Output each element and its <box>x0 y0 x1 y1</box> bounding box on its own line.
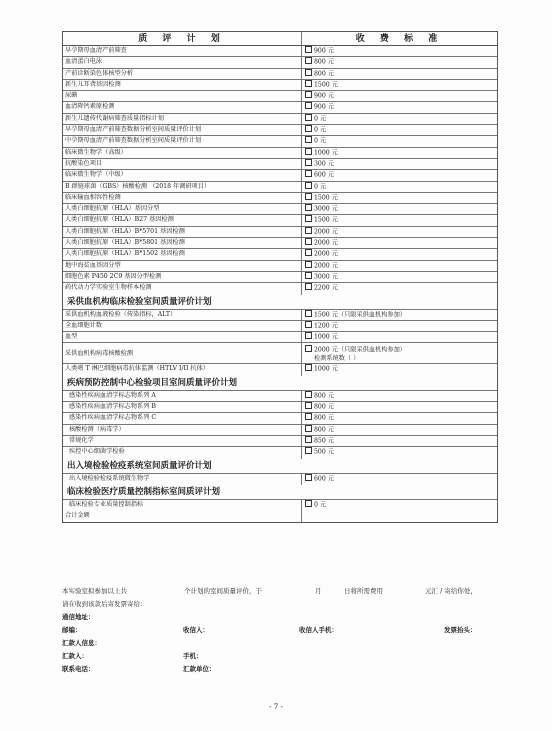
fee-cell <box>302 402 497 412</box>
fee-text: 900 元 <box>314 103 334 111</box>
table-row <box>63 80 497 91</box>
fee-cell <box>302 159 497 169</box>
fee-text: 1500 元 <box>314 81 338 89</box>
fee-cell <box>302 125 497 135</box>
invoice-title-label: 发票抬头： <box>444 626 477 634</box>
checkbox[interactable] <box>305 447 312 454</box>
table-row <box>63 69 497 80</box>
plan-name: 人类白细胞抗原（HLA）基因分型 <box>63 204 302 214</box>
footer-text: 请在收到该款后寄发票寄给： <box>62 600 147 608</box>
plan-name: 核酸检测（病毒学） <box>63 425 302 435</box>
plan-name: 尿碘 <box>63 91 302 101</box>
fee-cell <box>302 391 497 401</box>
fee-cell <box>302 310 497 320</box>
plan-name: 血清蛋白电泳 <box>63 57 302 67</box>
checkbox[interactable] <box>305 364 312 371</box>
checkbox[interactable] <box>305 136 312 143</box>
checkbox[interactable] <box>305 436 312 443</box>
fee-text: 2000 元 <box>314 250 338 258</box>
fee-cell <box>302 91 497 101</box>
table-row <box>63 391 497 402</box>
plan-name: 血清降钙素原检测 <box>63 102 302 112</box>
fee-text: 1000 元 <box>314 333 338 341</box>
checkbox[interactable] <box>305 500 312 507</box>
fee-cell <box>302 249 497 259</box>
plan-name: 临床微生物学（中级） <box>63 170 302 180</box>
checkbox[interactable] <box>305 238 312 245</box>
checkbox[interactable] <box>305 114 312 121</box>
plan-name: 人类嗜 T 淋巴细胞病毒抗体监测（HTLV I/II 抗体） <box>63 364 302 375</box>
plan-name: 地中海贫血基因分型 <box>63 261 302 271</box>
table-row <box>63 125 497 136</box>
fee-cell <box>302 332 497 342</box>
fee-text: 1200 元 <box>314 322 338 330</box>
checkbox[interactable] <box>305 148 312 155</box>
fee-text: 850 元 <box>314 437 334 445</box>
fee-text: 2000 元（只限采供血机构参加） <box>314 346 406 354</box>
table-row <box>63 102 497 113</box>
remitter-label: 汇款人： <box>62 652 88 660</box>
checkbox[interactable] <box>305 345 312 352</box>
footer-text: 日将所需费用 <box>344 587 383 595</box>
fee-text: 800 元 <box>314 414 334 422</box>
fee-text: 0 元 <box>314 137 327 145</box>
table-row <box>63 91 497 102</box>
table-row <box>63 436 497 447</box>
fee-cell <box>302 193 497 203</box>
checkbox[interactable] <box>305 227 312 234</box>
table-row <box>63 182 497 193</box>
page-number: - 7 - <box>269 703 283 711</box>
table-row <box>63 261 497 272</box>
fee-cell <box>302 500 497 511</box>
remitter-unit-label: 汇款单位： <box>183 665 216 673</box>
plan-name: 人类白细胞抗原（HLA）B*5701 基因检测 <box>63 227 302 237</box>
table-row <box>63 249 497 260</box>
fee-cell <box>302 413 497 423</box>
plan-name: 出入境检验检疫系统微生物学 <box>63 474 302 485</box>
table-row <box>63 474 497 485</box>
checkbox[interactable] <box>305 391 312 398</box>
checkbox[interactable] <box>305 69 312 76</box>
contact-phone-label: 联系电话： <box>62 665 95 673</box>
plan-name: 临床微生物学（高级） <box>63 148 302 158</box>
plan-name: 产前诊断染色体核型分析 <box>63 69 302 79</box>
fee-text: 500 元 <box>314 448 334 456</box>
table-header <box>63 32 497 46</box>
checkbox[interactable] <box>305 310 312 317</box>
checkbox[interactable] <box>305 332 312 339</box>
checkbox[interactable] <box>305 159 312 166</box>
fee-text: 800 元 <box>314 58 334 66</box>
fee-text: 600 元 <box>314 475 334 482</box>
fee-cell <box>302 215 497 225</box>
fee-cell <box>302 114 497 124</box>
table-row <box>63 114 497 125</box>
fee-cell <box>302 261 497 271</box>
fee-cell <box>302 204 497 214</box>
table-row <box>63 447 497 458</box>
fee-cell <box>302 283 497 294</box>
recipient-phone-label: 收信人手机： <box>299 626 338 634</box>
checkbox[interactable] <box>305 425 312 432</box>
plan-name: 常规化学 <box>63 436 302 446</box>
remitter-info-label: 汇款人信息： <box>62 639 101 647</box>
fee-text: 0 元 <box>314 183 327 191</box>
checkbox[interactable] <box>305 125 312 132</box>
section-title: 临床检验医疗质量控制指标室间质评计划 <box>63 485 497 500</box>
fee-text: 0 元 <box>314 115 327 123</box>
fee-cell <box>302 474 497 485</box>
checkbox[interactable] <box>305 261 312 268</box>
checkbox[interactable] <box>305 321 312 328</box>
table-row <box>63 500 497 511</box>
plan-name: 细胞色素 P450 2C9 基因分型检测 <box>63 272 302 282</box>
table-row <box>63 159 497 170</box>
plan-name: 人类白细胞抗原（HLA）B*5801 基因检测 <box>63 238 302 248</box>
table-row <box>63 170 497 181</box>
plan-name: 采供血机构血液检验（传染指标，ALT） <box>63 310 302 320</box>
fee-text: 800 元 <box>314 403 334 411</box>
plan-name: 感染性疾病血清学标志物系列 B <box>63 402 302 412</box>
fee-text: 2000 元 <box>314 228 338 236</box>
fee-cell <box>302 136 497 146</box>
table-row <box>63 193 497 204</box>
checkbox[interactable] <box>305 204 312 211</box>
plan-name: 感染性疾病血清学标志物系列 C <box>63 413 302 423</box>
table-row <box>63 343 497 364</box>
table-row <box>63 272 497 283</box>
fee-text: 3000 元 <box>314 205 338 213</box>
fee-cell <box>302 80 497 90</box>
fee-text: 2200 元 <box>314 284 338 292</box>
fee-text: 1000 元 <box>314 149 338 157</box>
fee-cell <box>302 272 497 282</box>
fee-text: 2000 元 <box>314 262 338 270</box>
total-value[interactable] <box>302 511 497 522</box>
fee-cell <box>302 148 497 158</box>
fee-text: 3000 元 <box>314 273 338 281</box>
fee-note: 检测系统数（ ） <box>314 354 360 362</box>
footer-text: 元汇 / 寄给你处， <box>425 587 477 595</box>
fee-cell <box>302 102 497 112</box>
header-plan: 质 评 计 划 <box>63 32 302 45</box>
table-row <box>63 148 497 159</box>
fee-text: 1500 元（只限采供血机构参加） <box>314 311 406 319</box>
table-row <box>63 238 497 249</box>
table-row <box>63 332 497 343</box>
checkbox[interactable] <box>305 182 312 189</box>
fee-cell <box>302 238 497 248</box>
section-title: 采供血机构临床检验室间质量评价计划 <box>63 295 497 310</box>
fee-cell <box>302 436 497 446</box>
table-row <box>63 321 497 332</box>
checkbox[interactable] <box>305 249 312 256</box>
fee-cell <box>302 447 497 458</box>
header-fee: 收 费 标 准 <box>355 34 444 44</box>
checkbox[interactable] <box>305 91 312 98</box>
plan-name: 药代动力学实验室生物样本检测 <box>63 283 302 294</box>
plan-name: 人类白细胞抗原（HLA）B27 基因检测 <box>63 215 302 225</box>
fee-text: 600 元 <box>314 171 334 179</box>
plan-name: 早孕期母血清产前筛查 <box>63 46 302 56</box>
checkbox[interactable] <box>305 102 312 109</box>
fee-cell <box>302 57 497 67</box>
table-row <box>63 46 497 57</box>
footer-text: 月 <box>315 587 322 595</box>
phone-label: 手机： <box>183 652 203 660</box>
fee-cell <box>302 425 497 435</box>
table-row <box>63 425 497 436</box>
plan-name: 抗酸染色项目 <box>63 159 302 169</box>
checkbox[interactable] <box>305 283 312 290</box>
table-row <box>63 364 497 375</box>
fee-cell <box>302 364 497 375</box>
fee-cell <box>302 227 497 237</box>
checkbox[interactable] <box>305 215 312 222</box>
fee-text: 800 元 <box>314 70 334 78</box>
total-label: 合计金额 <box>63 511 302 522</box>
fee-cell <box>302 182 497 192</box>
plan-name: 人类白细胞抗原（HLA）B*1502 基因检测 <box>63 249 302 259</box>
fee-text: 2000 元 <box>314 239 338 247</box>
table-row <box>63 413 497 424</box>
plan-name: 全血细胞计数 <box>63 321 302 331</box>
fee-cell <box>302 321 497 331</box>
table-row <box>63 283 497 294</box>
checkbox[interactable] <box>305 46 312 53</box>
checkbox[interactable] <box>305 80 312 87</box>
plan-name: 中孕期母血清产前筛查数据分析室间质量评价计划 <box>63 136 302 146</box>
plan-name: 感染性疾病血清学标志物系列 A <box>63 391 302 401</box>
table-row <box>63 310 497 321</box>
plan-name: 新生儿耳聋基因检测 <box>63 80 302 90</box>
fee-text: 1000 元 <box>314 365 338 373</box>
checkbox[interactable] <box>305 402 312 409</box>
section-title: 疾病预防控制中心检验项目室间质量评价计划 <box>63 376 497 391</box>
fee-text: 800 元 <box>314 392 334 400</box>
footer-text: 本实验室拟参加以上共 <box>62 587 127 595</box>
table-row <box>63 57 497 68</box>
fee-text: 1500 元 <box>314 216 338 224</box>
plan-name: 新生儿遗传代谢病筛查质量指标计划 <box>63 114 302 124</box>
plan-name: 早孕期母血清产前筛查数据分析室间质量评价计划 <box>63 125 302 135</box>
table-row <box>63 204 497 215</box>
postcode-label: 邮编： <box>62 626 82 634</box>
plan-name: 临床检验专业质量控制指标 <box>63 500 302 511</box>
plan-name: 临床输血相容性检测 <box>63 193 302 203</box>
fee-cell <box>302 343 497 363</box>
section-title: 出入境检验检疫系统室间质量评价计划 <box>63 459 497 474</box>
fee-text: 1500 元 <box>314 194 338 202</box>
table-row <box>63 402 497 413</box>
fee-cell <box>302 69 497 79</box>
fee-cell <box>302 46 497 56</box>
checkbox[interactable] <box>305 57 312 64</box>
checkbox[interactable] <box>305 170 312 177</box>
recipient-label: 收信人： <box>183 626 209 634</box>
remittance-form <box>62 585 502 676</box>
table-row <box>63 215 497 226</box>
fee-text: 900 元 <box>314 47 334 55</box>
footer-text: 个计划的室间质量评价，于 <box>184 587 262 595</box>
fee-table <box>62 31 498 523</box>
plan-name: 采供血机构病毒核酸检测 <box>63 343 302 363</box>
table-row <box>63 227 497 238</box>
checkbox[interactable] <box>305 474 312 481</box>
fee-cell <box>302 170 497 180</box>
fee-text: 900 元 <box>314 92 334 100</box>
fee-text: 0 元 <box>314 501 327 509</box>
plan-name: B 群链球菌（GBS）核酸检测 （2018 年调研项目） <box>63 182 302 192</box>
fee-text: 800 元 <box>314 426 334 434</box>
checkbox[interactable] <box>305 193 312 200</box>
table-row <box>63 136 497 147</box>
plan-name: 疾控中心细菌学检验 <box>63 447 302 458</box>
address-label: 通信地址： <box>62 613 95 621</box>
total-row <box>63 511 497 522</box>
checkbox[interactable] <box>305 413 312 420</box>
checkbox[interactable] <box>305 272 312 279</box>
plan-name: 血型 <box>63 332 302 342</box>
fee-text: 0 元 <box>314 126 327 134</box>
fee-text: 300 元 <box>314 160 334 168</box>
